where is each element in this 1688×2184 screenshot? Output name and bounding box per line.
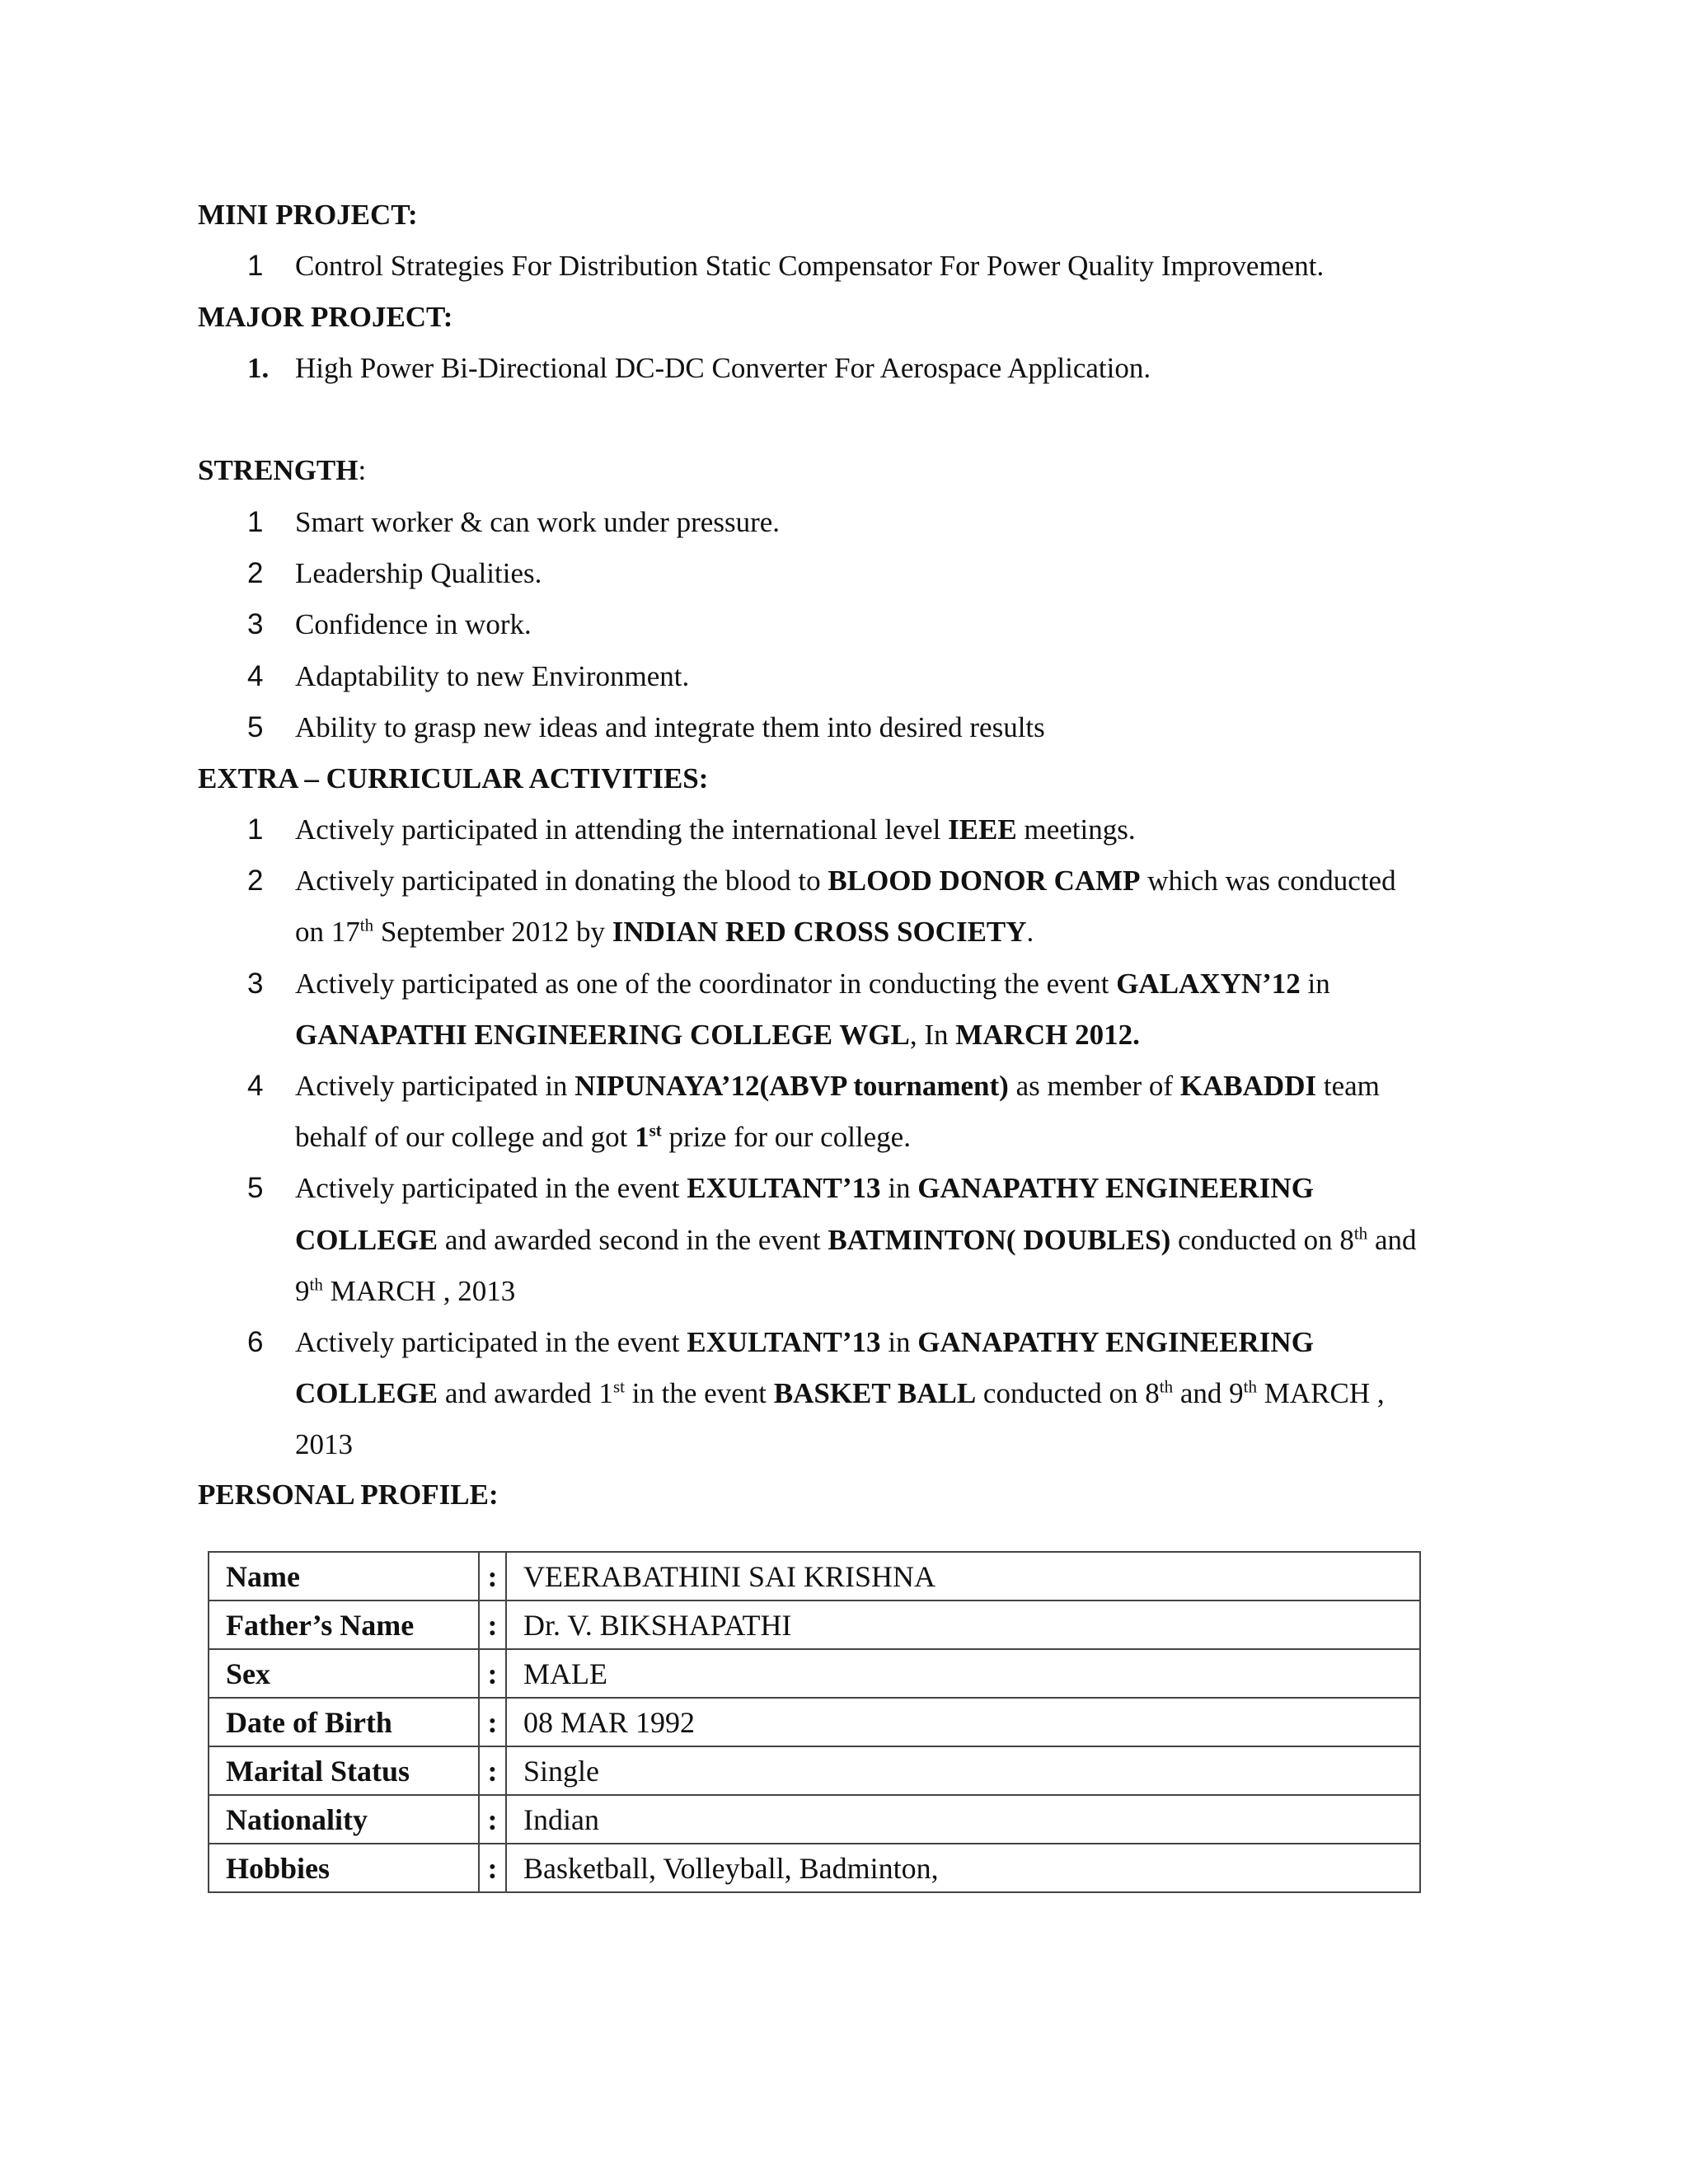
profile-value: 08 MAR 1992 bbox=[506, 1698, 1420, 1746]
extra-curricular-heading: EXTRA – CURRICULAR ACTIVITIES: bbox=[198, 762, 709, 794]
list-item-line: COLLEGE and awarded 1st in the event BASKET BALL conducted on 8th and 9th MARCH , bbox=[295, 1376, 1385, 1410]
list-number: 4 bbox=[247, 1070, 264, 1102]
profile-separator: : bbox=[479, 1601, 506, 1649]
list-number: 6 bbox=[247, 1326, 264, 1358]
profile-value: Dr. V. BIKSHAPATHI bbox=[506, 1601, 1420, 1649]
personal-profile-heading: PERSONAL PROFILE: bbox=[198, 1479, 499, 1511]
list-item-line: COLLEGE and awarded second in the event BATMINTON( DOUBLES) conducted on 8th and bbox=[295, 1223, 1417, 1256]
list-number: 5 bbox=[247, 1172, 264, 1205]
personal-profile-table bbox=[208, 1551, 1421, 1893]
list-item-line: 9th MARCH , 2013 bbox=[295, 1274, 516, 1307]
profile-label: Nationality bbox=[209, 1795, 479, 1844]
profile-label: Marital Status bbox=[209, 1746, 479, 1795]
list-number: 5 bbox=[247, 711, 264, 743]
profile-value: Single bbox=[506, 1746, 1420, 1795]
list-item: Control Strategies For Distribution Static Compensator For Power Quality Improvement. bbox=[295, 250, 1325, 282]
profile-value: Indian bbox=[506, 1795, 1420, 1844]
profile-label: Date of Birth bbox=[209, 1698, 479, 1746]
list-number: 1 bbox=[247, 506, 264, 538]
profile-row bbox=[209, 1746, 1420, 1795]
profile-label: Hobbies bbox=[209, 1844, 479, 1892]
list-item: Ability to grasp new ideas and integrate them into desired results bbox=[295, 711, 1045, 743]
list-number: 3 bbox=[247, 608, 264, 640]
list-number: 4 bbox=[247, 660, 264, 692]
profile-row bbox=[209, 1698, 1420, 1746]
list-item-line: Actively participated in donating the blood to BLOOD DONOR CAMP which was conducted bbox=[295, 865, 1396, 898]
list-number: 2 bbox=[247, 865, 264, 898]
list-item-line: on 17th September 2012 by INDIAN RED CROSS SOCIETY. bbox=[295, 915, 1034, 949]
list-number: 2 bbox=[247, 557, 264, 589]
list-item: Confidence in work. bbox=[295, 608, 532, 640]
list-item: Leadership Qualities. bbox=[295, 557, 542, 589]
list-item-line: 2013 bbox=[295, 1428, 353, 1461]
list-item-line: GANAPATHI ENGINEERING COLLEGE WGL, In MARCH 2012. bbox=[295, 1018, 1140, 1051]
profile-label: Sex bbox=[209, 1649, 479, 1698]
list-item: High Power Bi-Directional DC-DC Converter For Aerospace Application. bbox=[295, 352, 1151, 384]
profile-separator: : bbox=[479, 1649, 506, 1698]
list-item: Smart worker & can work under pressure. bbox=[295, 506, 781, 538]
profile-row bbox=[209, 1844, 1420, 1892]
list-item: Adaptability to new Environment. bbox=[295, 660, 690, 692]
strength-heading-text: STRENGTH bbox=[198, 454, 359, 486]
profile-value: VEERABATHINI SAI KRISHNA bbox=[506, 1552, 1420, 1601]
list-number: 1 bbox=[247, 250, 264, 282]
list-item-line: Actively participated in the event EXULTANT’13 in GANAPATHY ENGINEERING bbox=[295, 1326, 1314, 1358]
list-item-line: Actively participated as one of the coordinator in conducting the event GALAXYN’12 in bbox=[295, 967, 1330, 1000]
strength-heading bbox=[198, 445, 366, 496]
profile-row bbox=[209, 1795, 1420, 1844]
profile-row bbox=[209, 1649, 1420, 1698]
profile-separator: : bbox=[479, 1844, 506, 1892]
list-number: 1 bbox=[247, 813, 264, 846]
profile-value: Basketball, Volleyball, Badminton, bbox=[506, 1844, 1420, 1892]
profile-separator: : bbox=[479, 1698, 506, 1746]
list-number: 1. bbox=[247, 352, 270, 384]
profile-separator: : bbox=[479, 1552, 506, 1601]
profile-separator: : bbox=[479, 1795, 506, 1844]
profile-row bbox=[209, 1552, 1420, 1601]
list-item-line: Actively participated in the event EXULTANT’13 in GANAPATHY ENGINEERING bbox=[295, 1172, 1314, 1205]
profile-label: Name bbox=[209, 1552, 479, 1601]
profile-separator: : bbox=[479, 1746, 506, 1795]
list-item-line: Actively participated in NIPUNAYA’12(ABVP tournament) as member of KABADDI team bbox=[295, 1070, 1380, 1102]
list-item-line: Actively participated in attending the international level IEEE meetings. bbox=[295, 813, 1136, 846]
profile-row bbox=[209, 1601, 1420, 1649]
list-number: 3 bbox=[247, 967, 264, 1000]
strength-heading-colon: : bbox=[358, 454, 367, 486]
mini-project-heading: MINI PROJECT: bbox=[198, 199, 418, 231]
list-item-line: behalf of our college and got 1st prize for our college. bbox=[295, 1120, 911, 1154]
profile-label: Father’s Name bbox=[209, 1601, 479, 1649]
profile-value: MALE bbox=[506, 1649, 1420, 1698]
major-project-heading: MAJOR PROJECT: bbox=[198, 301, 453, 333]
